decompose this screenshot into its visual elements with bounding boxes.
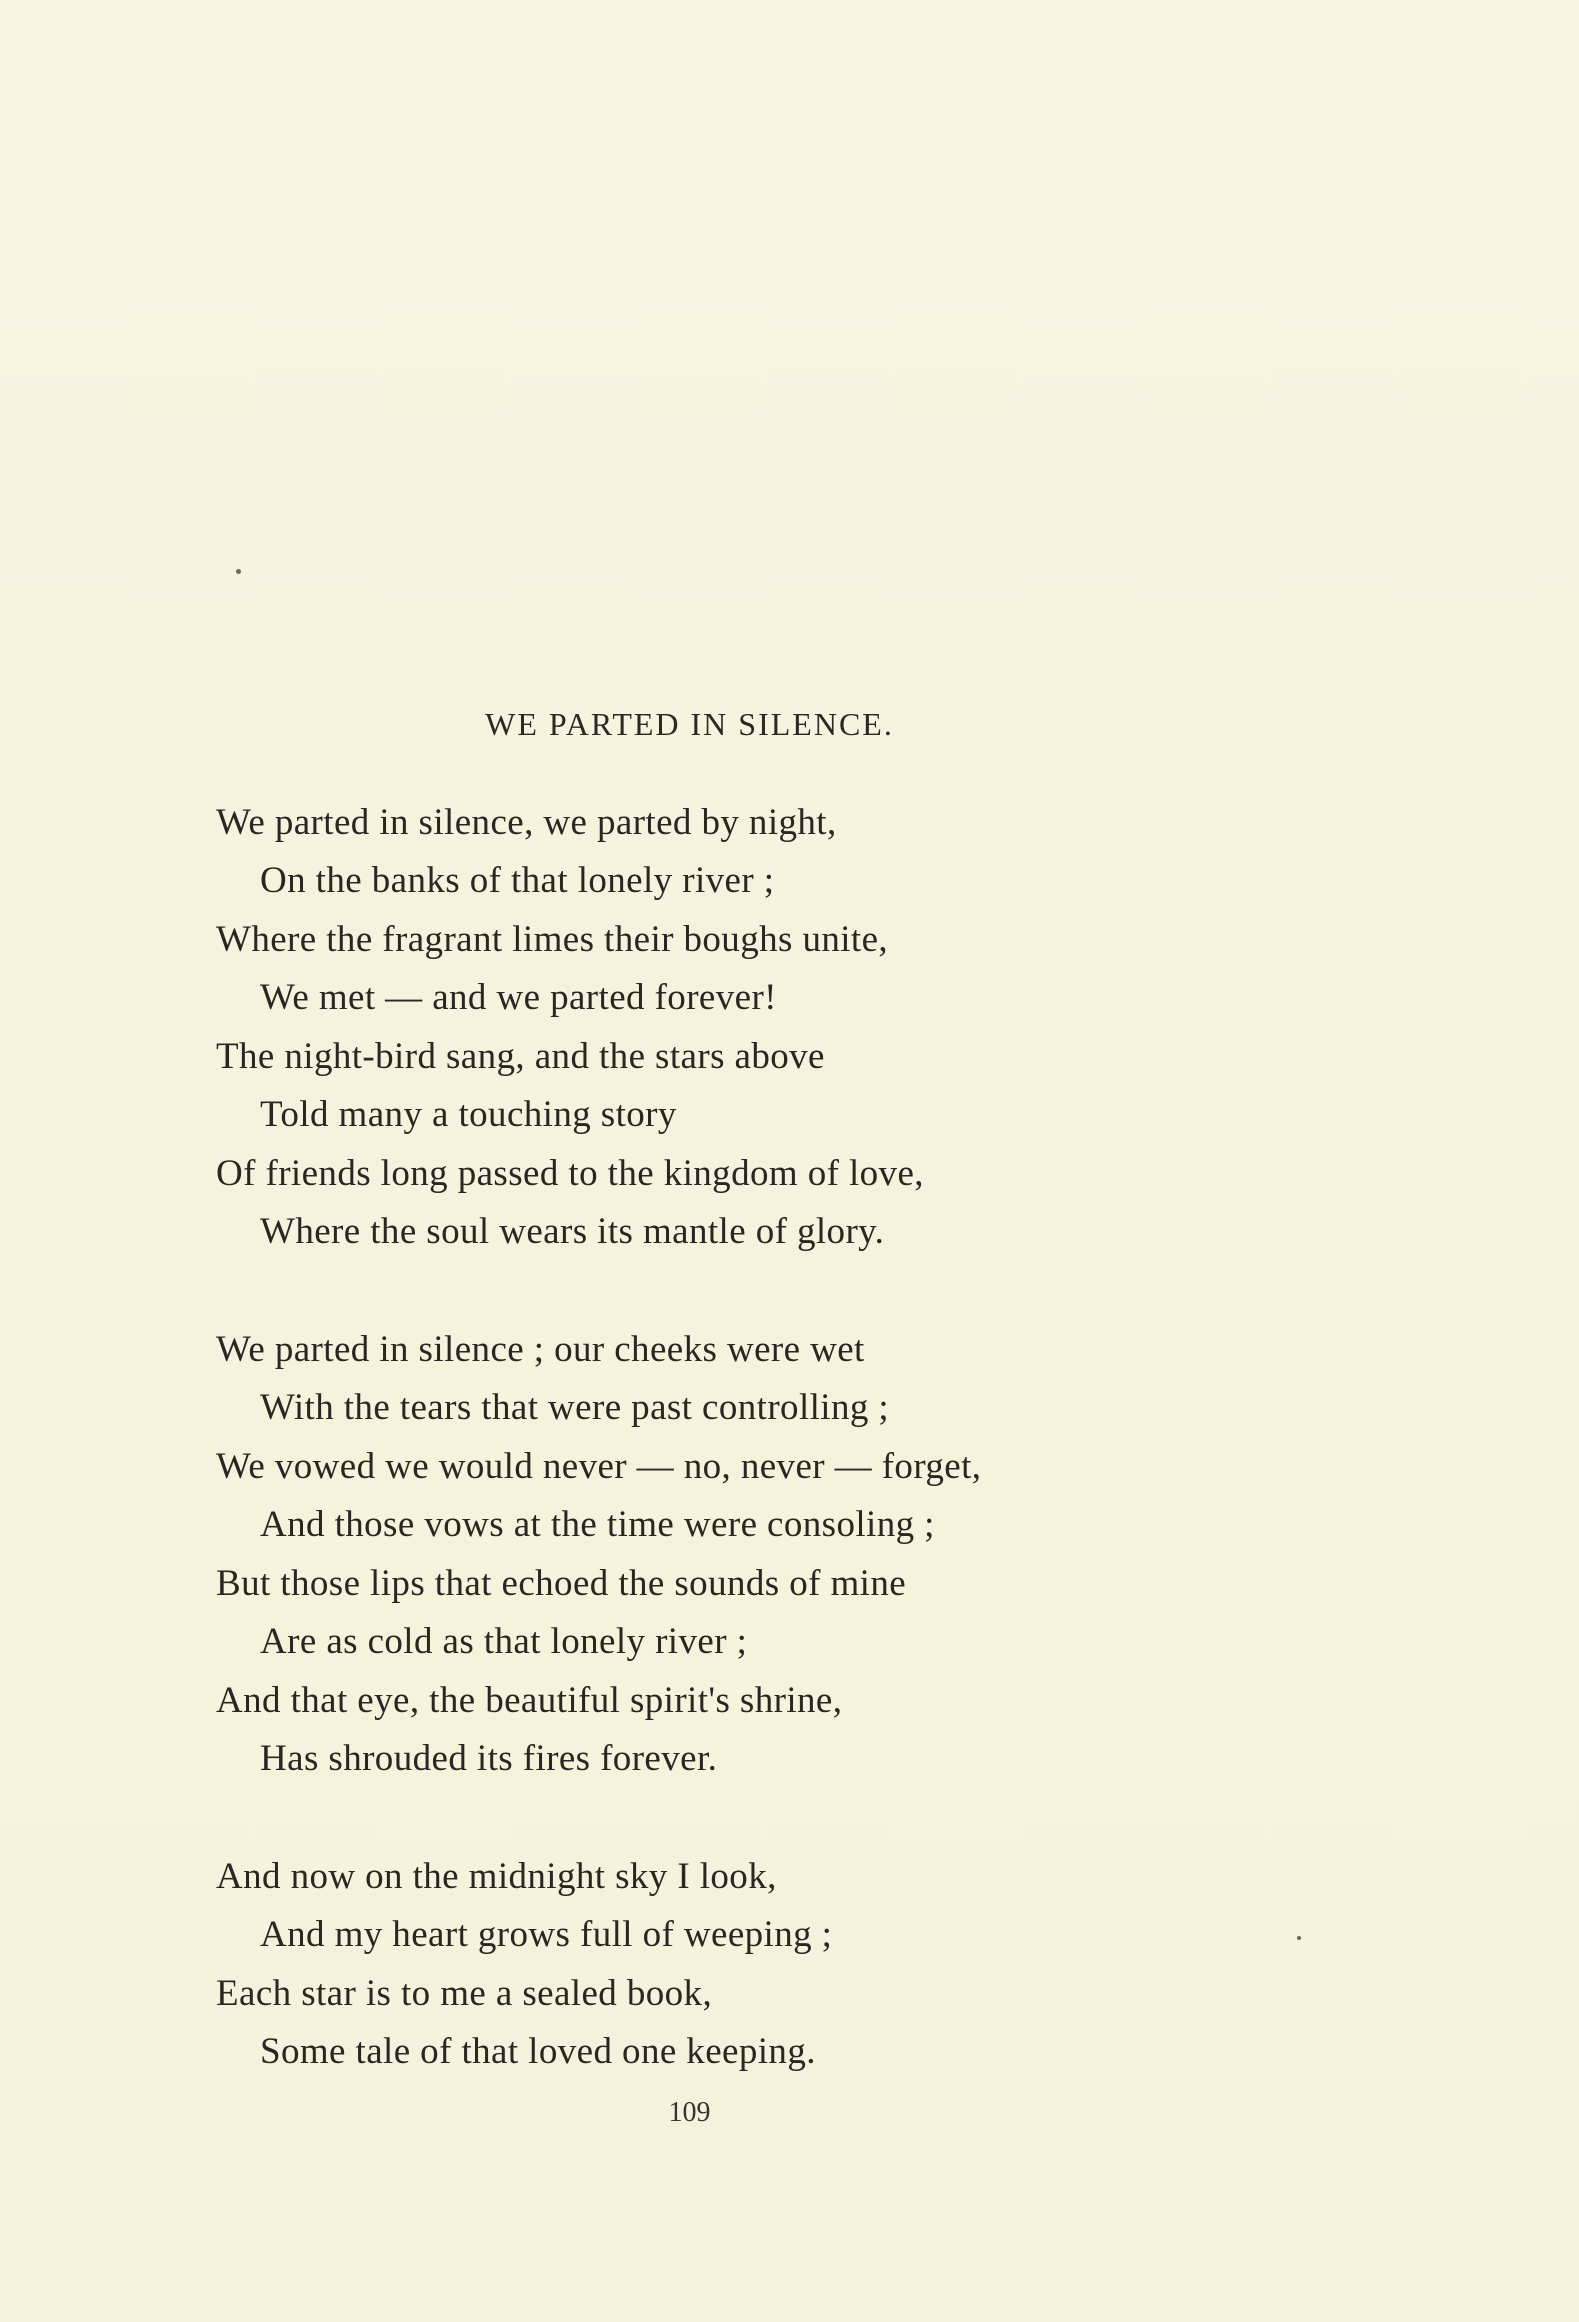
poem-line: We vowed we would never — no, never — forget, bbox=[216, 1446, 982, 1487]
poem-line: Where the soul wears its mantle of glory. bbox=[260, 1211, 885, 1252]
poem-line: And now on the midnight sky I look, bbox=[216, 1856, 777, 1897]
poem-line: Each star is to me a sealed book, bbox=[216, 1973, 713, 2014]
poem-line: The night-bird sang, and the stars above bbox=[216, 1036, 825, 1077]
poem-line: And that eye, the beautiful spirit's shrine, bbox=[216, 1680, 843, 1721]
poem-line: Where the fragrant limes their boughs unite, bbox=[216, 919, 889, 960]
ink-speck bbox=[1297, 1936, 1301, 1940]
poem-line: On the banks of that lonely river ; bbox=[260, 860, 775, 901]
poem-line: Has shrouded its fires forever. bbox=[260, 1738, 718, 1779]
poem-line: Are as cold as that lonely river ; bbox=[260, 1621, 748, 1662]
poem-line: Some tale of that loved one keeping. bbox=[260, 2031, 816, 2072]
poem-line: We parted in silence ; our cheeks were wet bbox=[216, 1329, 865, 1370]
poem-line: With the tears that were past controlling ; bbox=[260, 1387, 890, 1428]
poem-line: But those lips that echoed the sounds of mine bbox=[216, 1563, 907, 1604]
poem-title: WE PARTED IN SILENCE. bbox=[485, 706, 894, 742]
ink-speck bbox=[236, 569, 241, 574]
poem-line: Told many a touching story bbox=[260, 1094, 677, 1135]
poem-line: We parted in silence, we parted by night, bbox=[216, 802, 837, 843]
poem-line: And my heart grows full of weeping ; bbox=[260, 1914, 833, 1955]
poem-line: Of friends long passed to the kingdom of love, bbox=[216, 1153, 924, 1194]
poem-line: And those vows at the time were consoling ; bbox=[260, 1504, 935, 1545]
page-number: 109 bbox=[668, 2097, 711, 2128]
poem-line: We met — and we parted forever! bbox=[260, 977, 777, 1018]
